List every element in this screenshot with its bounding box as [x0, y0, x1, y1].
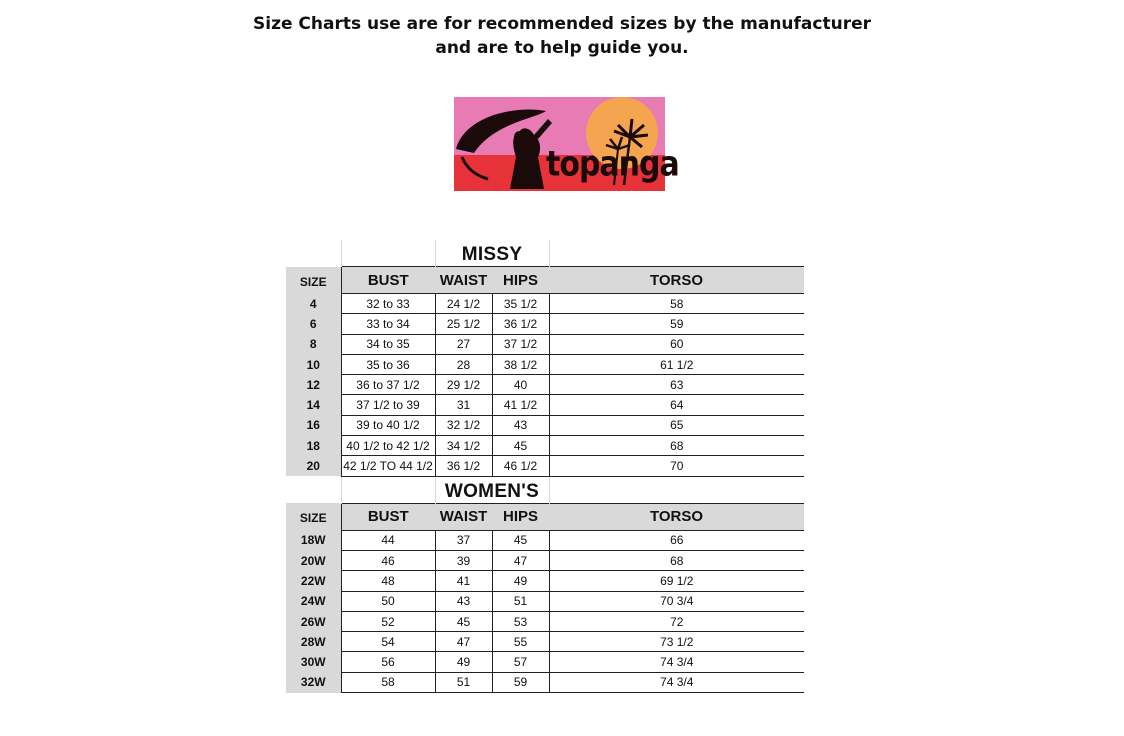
cell-torso: 72 — [549, 611, 804, 631]
cell-torso: 63 — [549, 375, 804, 395]
cell-torso: 60 — [549, 334, 804, 354]
cell-hips: 49 — [492, 571, 549, 591]
section-title: WOMEN'S — [435, 476, 549, 503]
cell-hips: 45 — [492, 436, 549, 456]
cell-bust: 33 to 34 — [341, 314, 435, 334]
column-header-hips: HIPS — [492, 503, 549, 530]
cell-torso: 68 — [549, 436, 804, 456]
cell-bust: 32 to 33 — [341, 294, 435, 314]
cell-bust: 39 to 40 1/2 — [341, 415, 435, 435]
cell-size: 22W — [286, 571, 341, 591]
blank-cell — [286, 476, 341, 503]
cell-size: 4 — [286, 294, 341, 314]
cell-waist: 39 — [435, 550, 492, 570]
cell-size: 8 — [286, 334, 341, 354]
cell-waist: 51 — [435, 672, 492, 692]
cell-hips: 36 1/2 — [492, 314, 549, 334]
cell-waist: 43 — [435, 591, 492, 611]
column-header-waist: WAIST — [435, 267, 492, 294]
cell-waist: 36 1/2 — [435, 456, 492, 476]
cell-bust: 58 — [341, 672, 435, 692]
cell-torso: 68 — [549, 550, 804, 570]
cell-torso: 70 — [549, 456, 804, 476]
table-row — [286, 395, 804, 415]
cell-torso: 70 3/4 — [549, 591, 804, 611]
section-title-row — [286, 240, 804, 267]
cell-hips: 41 1/2 — [492, 395, 549, 415]
cell-size: 26W — [286, 611, 341, 631]
cell-bust: 44 — [341, 530, 435, 550]
blank-cell — [286, 240, 341, 267]
cell-hips: 43 — [492, 415, 549, 435]
cell-size: 6 — [286, 314, 341, 334]
cell-waist: 34 1/2 — [435, 436, 492, 456]
size-chart — [286, 240, 804, 693]
cell-waist: 28 — [435, 354, 492, 374]
cell-hips: 40 — [492, 375, 549, 395]
column-header-bust: BUST — [341, 267, 435, 294]
header-row — [286, 503, 804, 530]
cell-size: 10 — [286, 354, 341, 374]
cell-bust: 52 — [341, 611, 435, 631]
table-row — [286, 652, 804, 672]
cell-waist: 49 — [435, 652, 492, 672]
cell-size: 16 — [286, 415, 341, 435]
table-row — [286, 530, 804, 550]
section-title-row — [286, 476, 804, 503]
cell-torso: 74 3/4 — [549, 652, 804, 672]
table-row — [286, 571, 804, 591]
cell-waist: 37 — [435, 530, 492, 550]
cell-hips: 57 — [492, 652, 549, 672]
table-row — [286, 550, 804, 570]
logo-wordmark: topanga — [546, 144, 679, 185]
cell-torso: 66 — [549, 530, 804, 550]
cell-bust: 40 1/2 to 42 1/2 — [341, 436, 435, 456]
size-chart-table — [286, 240, 804, 693]
cell-size: 12 — [286, 375, 341, 395]
cell-waist: 27 — [435, 334, 492, 354]
blank-cell — [549, 476, 804, 503]
size-chart-notice: Size Charts use are for recommended sizes by the manufacturer and are to help guide you. — [253, 14, 871, 58]
cell-hips: 59 — [492, 672, 549, 692]
cell-hips: 45 — [492, 530, 549, 550]
cell-size: 14 — [286, 395, 341, 415]
cell-torso: 61 1/2 — [549, 354, 804, 374]
cell-hips: 51 — [492, 591, 549, 611]
table-row — [286, 294, 804, 314]
header-row — [286, 267, 804, 294]
cell-size: 18 — [286, 436, 341, 456]
cell-bust: 42 1/2 TO 44 1/2 — [341, 456, 435, 476]
cell-torso: 64 — [549, 395, 804, 415]
cell-bust: 35 to 36 — [341, 354, 435, 374]
cell-waist: 25 1/2 — [435, 314, 492, 334]
cell-hips: 35 1/2 — [492, 294, 549, 314]
table-row — [286, 334, 804, 354]
table-row — [286, 611, 804, 631]
column-header-bust: BUST — [341, 503, 435, 530]
column-header-size: SIZE — [286, 503, 341, 530]
cell-torso: 65 — [549, 415, 804, 435]
cell-hips: 38 1/2 — [492, 354, 549, 374]
cell-waist: 24 1/2 — [435, 294, 492, 314]
cell-waist: 47 — [435, 632, 492, 652]
cell-size: 32W — [286, 672, 341, 692]
table-row — [286, 314, 804, 334]
table-row — [286, 456, 804, 476]
cell-bust: 56 — [341, 652, 435, 672]
table-row — [286, 415, 804, 435]
cell-hips: 46 1/2 — [492, 456, 549, 476]
cell-bust: 50 — [341, 591, 435, 611]
cell-torso: 73 1/2 — [549, 632, 804, 652]
table-row — [286, 436, 804, 456]
table-row — [286, 591, 804, 611]
section-title: MISSY — [435, 240, 549, 267]
blank-cell — [341, 240, 435, 267]
cell-size: 20W — [286, 550, 341, 570]
cell-hips: 53 — [492, 611, 549, 631]
cell-size: 24W — [286, 591, 341, 611]
blank-cell — [341, 476, 435, 503]
cell-bust: 34 to 35 — [341, 334, 435, 354]
cell-hips: 37 1/2 — [492, 334, 549, 354]
table-row — [286, 375, 804, 395]
cell-waist: 29 1/2 — [435, 375, 492, 395]
column-header-hips: HIPS — [492, 267, 549, 294]
column-header-torso: TORSO — [549, 267, 804, 294]
cell-waist: 45 — [435, 611, 492, 631]
cell-size: 30W — [286, 652, 341, 672]
cell-waist: 32 1/2 — [435, 415, 492, 435]
cell-bust: 48 — [341, 571, 435, 591]
cell-bust: 36 to 37 1/2 — [341, 375, 435, 395]
cell-waist: 41 — [435, 571, 492, 591]
table-row — [286, 672, 804, 692]
cell-bust: 54 — [341, 632, 435, 652]
cell-size: 18W — [286, 530, 341, 550]
column-header-size: SIZE — [286, 267, 341, 294]
cell-torso: 59 — [549, 314, 804, 334]
cell-torso: 58 — [549, 294, 804, 314]
blank-cell — [549, 240, 804, 267]
column-header-waist: WAIST — [435, 503, 492, 530]
cell-torso: 69 1/2 — [549, 571, 804, 591]
cell-bust: 37 1/2 to 39 — [341, 395, 435, 415]
column-header-torso: TORSO — [549, 503, 804, 530]
cell-torso: 74 3/4 — [549, 672, 804, 692]
cell-bust: 46 — [341, 550, 435, 570]
cell-hips: 55 — [492, 632, 549, 652]
cell-hips: 47 — [492, 550, 549, 570]
table-row — [286, 632, 804, 652]
cell-size: 20 — [286, 456, 341, 476]
table-row — [286, 354, 804, 374]
cell-size: 28W — [286, 632, 341, 652]
topanga-logo — [454, 97, 679, 191]
cell-waist: 31 — [435, 395, 492, 415]
